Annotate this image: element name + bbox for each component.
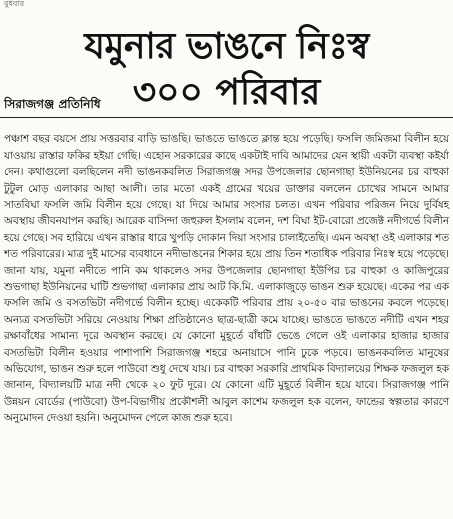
headline-line-1: যমুনার ভাঙনে নিঃস্ব [84,26,369,68]
article-body: পঞ্চাশ বছর বয়সে প্রায় সত্তরবার বাড়ি ভাঙছি। ভাঙতে ভাঙতে ক্লান্ত হয়ে পড়েছি। ফসলি জমিজমা বিলীন হয়ে যাওয়ায় রাস্তার ফকির হইয়া গেছি। এহোন সরকারের কাছে একটাই দাবি আমাদের যেন স্থায়ী একটা ব্যবস্থা কইর্যা দেন। কথাগুলো বলছিলেন নদী ভাঙনকবলিত সিরাজগঞ্জ সদর উপজেলার ছোনগাছা ইউনিয়নের চর বাহুকা টুটুল মোড় এলাকার আছা আলী। তার মতো একই গ্রামের খয়ের ডাক্তার বললেন চোখের সামনে আমার সাতবিঘা ফসলি জমি বিলীন হয়ে গেছে। যা দিয়ে আমার সংসার চলত। এখন পরিবার পরিজন নিয়ে দুর্বিষহ অবস্থায় জীবনযাপন করছি। আরেক বাসিন্দা জহুরুল ইসলাম বলেন, দশ বিঘা ইট-বোরো প্রজেক্ট নদীগর্ভে বিলীন হয়ে গেছে। সব হারিয়ে এখন রাস্তার ধারে খুপড়ি দোকান দিয়া সংসার চালাইতেছি। এমন অবস্থা ওই এলাকার শত শত পরিবারের। মাত্র দুই মাসের ব্যবধানে নদীভাঙনের শিকার হয়ে প্রায় তিন শতাধিক পরিবার নিঃস্ব হয়ে পড়েছে। জানা যায়, যমুনা নদীতে পানি কম থাকলেও সদর উপজেলার ছোনগাছা ইউপির চর বাহুকা ও কাজিপুরের শুভগাছা ইউনিয়নের ঘাটি শুভগাছা এলাকার প্রায় আট কি.মি. এলাকাজুড়ে ভাঙন শুরু হয়েছে। একের পর এক ফসলি জমি ও বসতভিটা নদীগর্ভে বিলীন হচ্ছে। একেকটি পরিবার প্রায় ২০-৫০ বার ভাঙনের কবলে পড়েছে। অন্যত্র বসতভিটা সরিয়ে নেওয়ায় শিক্ষা প্রতিষ্ঠানেও ছাত্র-ছাত্রী কমে যাচ্ছে। ভাঙতে ভাঙতে নদীটি এখন শহর রক্ষাবাঁধের সামান্য দূরে অবস্থান করছে। যে কোনো মুহূর্তে বাঁধটি ভেঙে গেলে ওই এলাকার হাজার হাজার বসতভিটা বিলীন হওয়ার পাশাপাশি সিরাজগঞ্জ শহরে অনায়াসে পানি ঢুকে পড়বে। ভাঙনকবলিত মানুষের অভিযোগ, ভাঙন শুরু হলে পাউবো শুধু দেখে যায়। চর বাহুকা সরকারি প্রাথমিক বিদ্যালয়ের শিক্ষক ফজলুল হক জানান, বিদ্যালয়টি মাত্র নদী থেকে ২০ ফুট দূরে। যে কোনো এটি মুহূর্তে বিলীন হয়ে যাবে। সিরাজগঞ্জ পানি উন্নয়ন বোর্ডের (পাউবো) উপ-বিভাগীয় প্রকৌশলী আবুল কাশেম ফজলুল হক বলেন, ফান্ডের স্বল্পতার কারণে অনুমোদন দেওয়া হয়নি। অনুমোদন পেলে কাজ শুরু হবে। [4,133,449,425]
date-fragment: বুধবার [4,0,25,8]
headline-line-2: ৩০০ পরিবার [132,72,321,114]
byline-divider [0,117,453,118]
byline: সিরাজগঞ্জ প্রতিনিধি [4,97,101,111]
